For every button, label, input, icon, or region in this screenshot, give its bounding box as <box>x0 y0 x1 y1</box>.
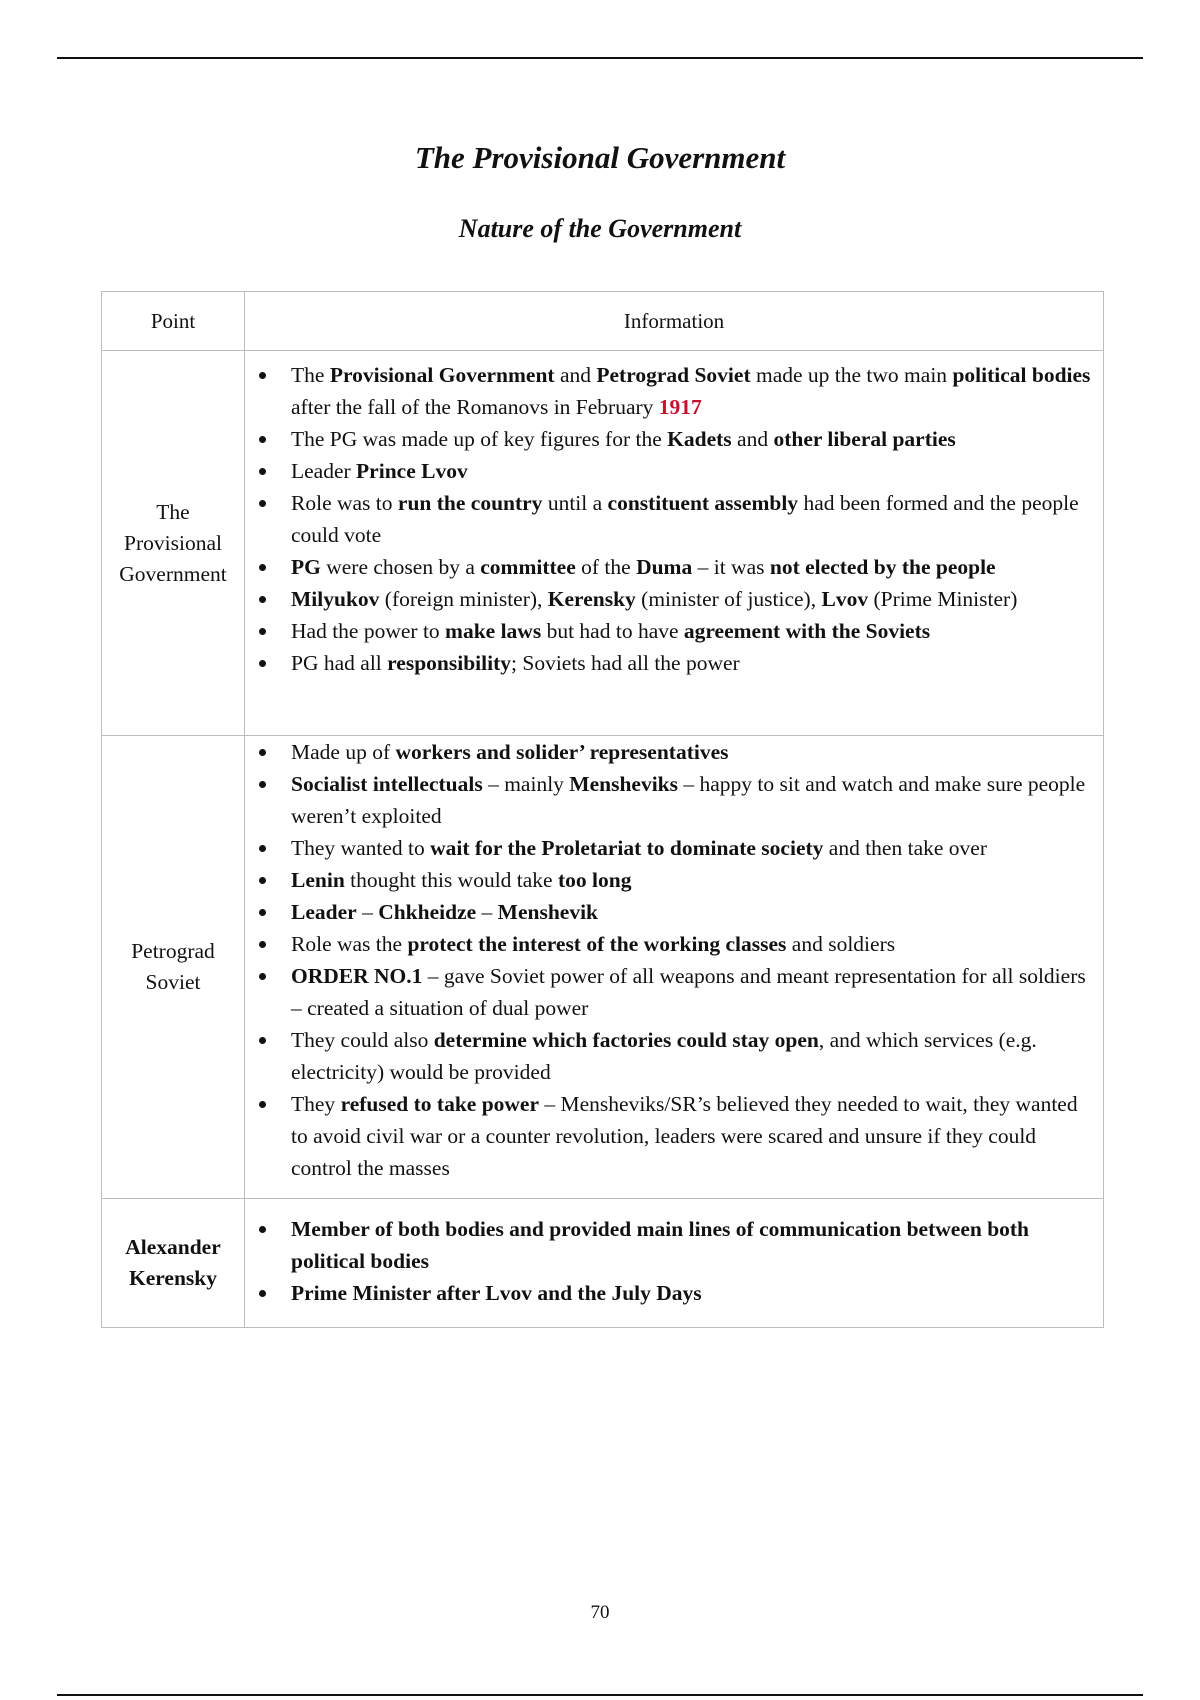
text-run: thought this would take <box>344 868 558 892</box>
text-run: and <box>554 363 597 387</box>
bullet-item <box>245 768 1103 832</box>
text-run: Leader <box>291 459 357 483</box>
point-cell: Alexander Kerensky <box>102 1199 245 1328</box>
bold-text: Lvov <box>821 587 869 611</box>
page-title: The Provisional Government <box>414 140 786 175</box>
text-run: – happy to sit and watch and make sure people weren’t exploited <box>291 772 1086 828</box>
bold-text: Chkheidze <box>378 900 477 924</box>
highlight-text: 1917 <box>658 395 702 419</box>
page-subtitle: Nature of the Government <box>458 214 742 243</box>
bullet-item <box>245 455 1103 487</box>
bold-text: Leader <box>291 900 357 924</box>
bold-text: Prime Minister after Lvov and the July Days <box>291 1281 702 1305</box>
bullet-item <box>245 647 1103 679</box>
point-cell: Petrograd Soviet <box>102 736 245 1199</box>
bold-text: Menshevik <box>497 900 598 924</box>
text-run: were chosen by a <box>320 555 481 579</box>
information-cell <box>245 351 1104 736</box>
bold-text: Socialist intellectuals <box>291 772 483 796</box>
bold-text: PG <box>291 555 321 579</box>
bullet-item <box>245 832 1103 864</box>
text-run: – it was <box>692 555 770 579</box>
bullet-item <box>245 896 1103 928</box>
bullet-item <box>245 551 1103 583</box>
text-run: made up the two main <box>750 363 953 387</box>
bold-text: Petrograd Soviet <box>596 363 751 387</box>
bold-text: Member of both bodies and provided main lines of communication between both political bodies <box>291 1217 1030 1273</box>
bold-text: agreement with the Soviets <box>683 619 931 643</box>
text-run: – Mensheviks/SR’s believed they needed to wait, they wanted to avoid civil war or a counter revolution, leaders were scared and unsure if they could control the masses <box>291 1092 1078 1180</box>
header-information: Information <box>245 292 1104 351</box>
bold-text: responsibility <box>387 651 512 675</box>
text-run: after the fall of the Romanovs in February <box>291 395 659 419</box>
text-run: (foreign minister), <box>379 587 548 611</box>
text-run: had been formed and the people could vote <box>291 491 1079 547</box>
text-run: – <box>476 900 498 924</box>
bold-text: political bodies <box>952 363 1091 387</box>
information-cell <box>245 1199 1104 1328</box>
text-run: – mainly <box>482 772 570 796</box>
bold-text: run the country <box>397 491 543 515</box>
bullet-item <box>245 1088 1103 1184</box>
bullet-item <box>245 960 1103 1024</box>
table-row <box>102 1199 1104 1328</box>
bold-text: committee <box>480 555 576 579</box>
text-run: (Prime Minister) <box>868 587 1018 611</box>
bold-text: wait for the Proletariat to dominate society <box>430 836 824 860</box>
text-run: Had the power to <box>291 619 446 643</box>
table-header-row <box>102 292 1104 351</box>
bullet-list <box>245 1199 1103 1309</box>
bold-text: Kadets <box>667 427 732 451</box>
bullet-list <box>245 351 1103 679</box>
information-table <box>101 291 1104 1328</box>
text-run: They wanted to <box>291 836 431 860</box>
text-run: Role was the <box>291 932 408 956</box>
bold-text: ORDER NO.1 <box>291 964 423 988</box>
header-point: Point <box>102 292 245 351</box>
bold-text: Kerensky <box>547 587 636 611</box>
text-run: They could also <box>291 1028 434 1052</box>
text-run: The <box>291 363 330 387</box>
text-run: but had to have <box>541 619 684 643</box>
bullet-item <box>245 615 1103 647</box>
bold-text: Prince Lvov <box>356 459 468 483</box>
bold-text: other liberal parties <box>773 427 956 451</box>
bold-text: too long <box>557 868 632 892</box>
text-run: The PG was made up of key figures for the <box>291 427 668 451</box>
text-run: Role was to <box>291 491 398 515</box>
table-row <box>102 351 1104 736</box>
point-cell: The Provisional Government <box>102 351 245 736</box>
text-run: , and which services (e.g. electricity) would be provided <box>291 1028 1037 1084</box>
bullet-item <box>245 1024 1103 1088</box>
text-run: and <box>731 427 774 451</box>
bold-text: not elected by the people <box>769 555 996 579</box>
bullet-item <box>245 487 1103 551</box>
text-run: until a <box>542 491 608 515</box>
text-run: of the <box>575 555 637 579</box>
bold-text: constituent assembly <box>607 491 799 515</box>
bold-text: workers and solider’ representatives <box>395 740 729 764</box>
bold-text: Mensheviks <box>569 772 679 796</box>
text-run: Made up of <box>291 740 396 764</box>
bullet-item <box>245 1277 1103 1309</box>
bold-text: refused to take power <box>340 1092 540 1116</box>
bold-text: Milyukov <box>291 587 380 611</box>
text-run: ; Soviets had all the power <box>511 651 740 675</box>
bold-text: make laws <box>445 619 542 643</box>
bullet-item <box>245 359 1103 423</box>
bullet-item <box>245 423 1103 455</box>
text-run: – <box>356 900 379 924</box>
table-row <box>102 736 1104 1199</box>
bold-text: Duma <box>636 555 693 579</box>
page-number: 70 <box>590 1602 610 1623</box>
text-run: They <box>291 1092 341 1116</box>
bullet-list <box>245 736 1103 1184</box>
bullet-item <box>245 583 1103 615</box>
bullet-item <box>245 1213 1103 1277</box>
text-run: PG had all <box>291 651 388 675</box>
bullet-item <box>245 736 1103 768</box>
bold-text: determine which factories could stay open <box>433 1028 819 1052</box>
bullet-item <box>245 864 1103 896</box>
bold-text: Provisional Government <box>329 363 555 387</box>
text-run: (minister of justice), <box>635 587 822 611</box>
bullet-item <box>245 928 1103 960</box>
text-run: and soldiers <box>786 932 896 956</box>
bold-text: Lenin <box>291 868 345 892</box>
text-run: and then take over <box>823 836 987 860</box>
text-run: – gave Soviet power of all weapons and meant representation for all soldiers – created a situation of dual power <box>291 964 1086 1020</box>
bold-text: protect the interest of the working classes <box>407 932 787 956</box>
top-rule <box>57 57 1143 59</box>
information-cell <box>245 736 1104 1199</box>
bottom-rule <box>57 1694 1143 1696</box>
